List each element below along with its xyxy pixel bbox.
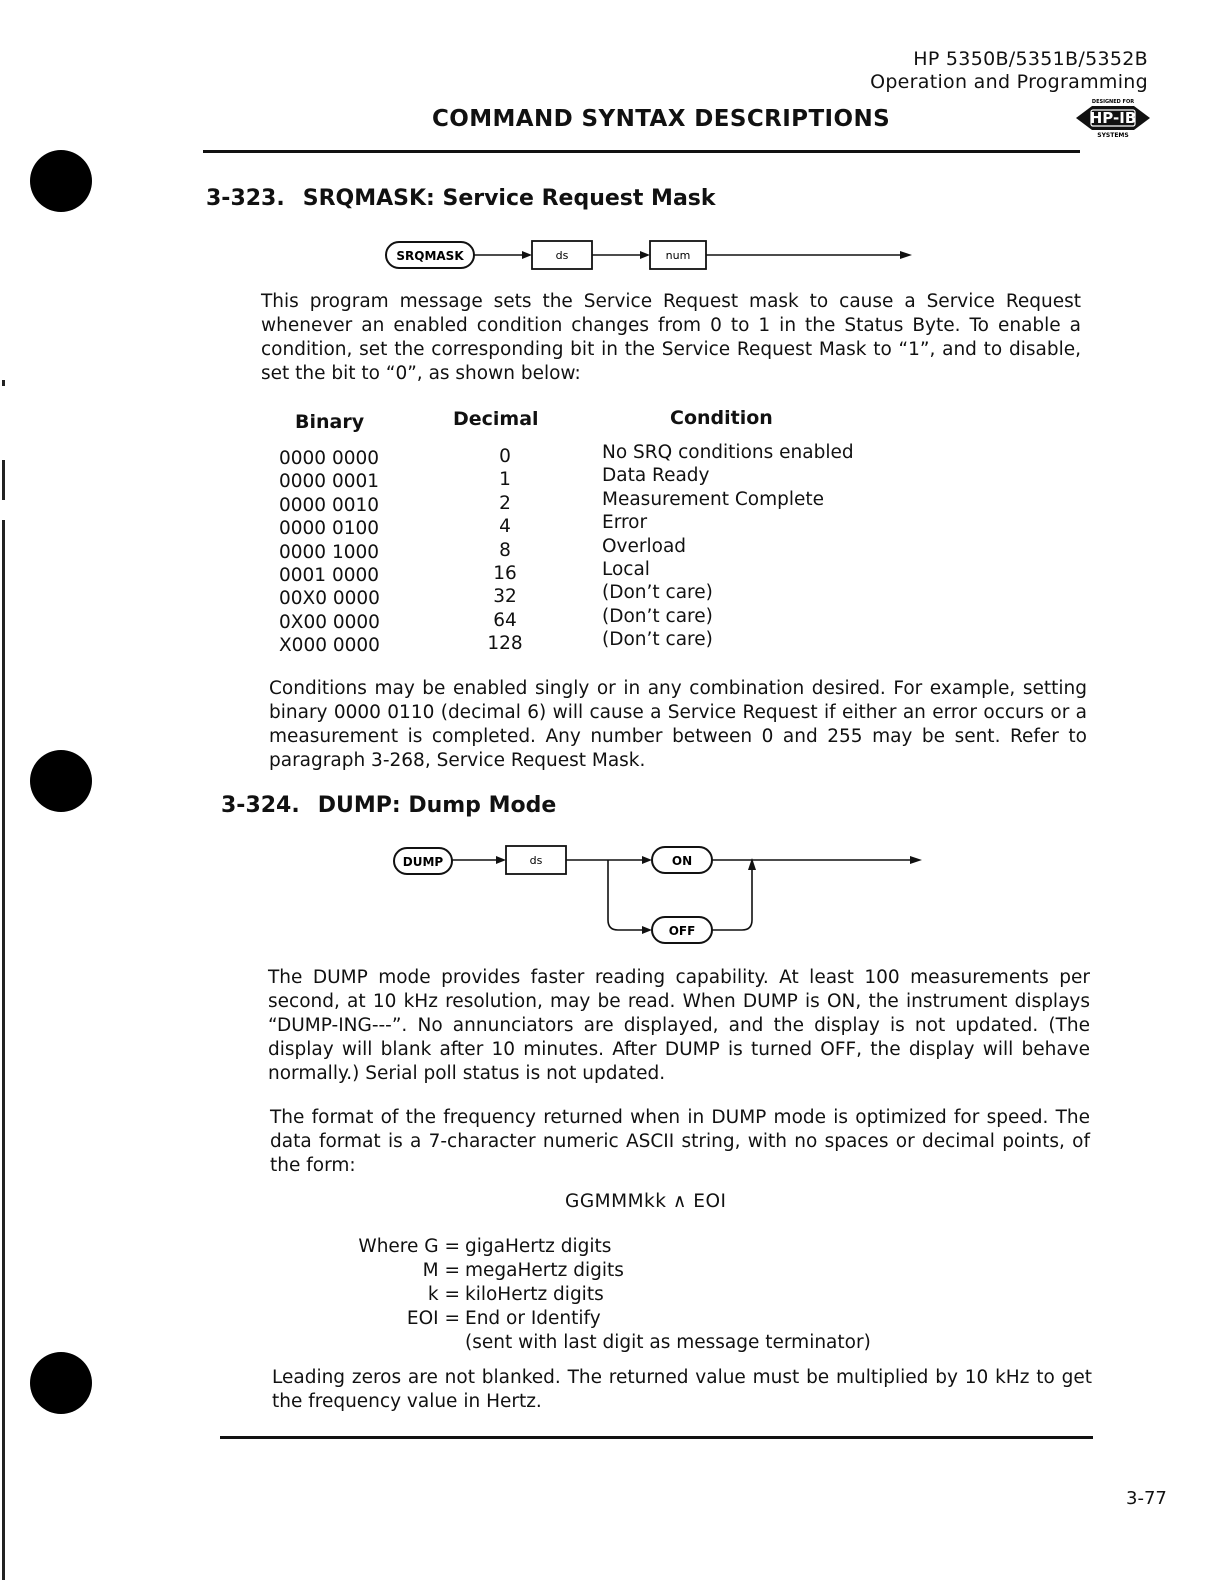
edge-mark xyxy=(2,520,5,1580)
decimal-cell: 4 xyxy=(499,516,511,538)
binary-cell: 0000 0001 xyxy=(279,471,380,493)
section-number: 3-323. xyxy=(206,186,285,211)
decimal-cell: 64 xyxy=(493,609,517,631)
decimal-cell: 16 xyxy=(493,562,517,584)
logo-top-text: DESIGNED FOR xyxy=(1091,99,1135,105)
decimal-cell: 32 xyxy=(493,586,517,608)
where-definition: megaHertz digits xyxy=(465,1260,624,1281)
decimal-column xyxy=(460,445,550,656)
condition-cell: Error xyxy=(602,512,648,534)
dump-on-option: ON xyxy=(671,854,693,868)
decimal-cell: 2 xyxy=(499,492,511,514)
binary-cell: X000 0000 xyxy=(279,635,380,657)
condition-cell: Measurement Complete xyxy=(602,488,825,510)
binary-column xyxy=(279,447,399,658)
edge-mark xyxy=(2,460,5,500)
where-definition: kiloHertz digits xyxy=(465,1284,604,1305)
decimal-cell: 0 xyxy=(499,446,511,467)
condition-cell: (Don’t care) xyxy=(602,605,713,627)
dump-format-formula: GGMMMkk ∧ EOI xyxy=(565,1191,727,1212)
decimal-cell: 8 xyxy=(499,539,511,561)
section-number: 3-324. xyxy=(221,793,300,818)
condition-cell: Overload xyxy=(602,535,687,557)
binary-cell: 0X00 0000 xyxy=(279,611,380,633)
where-term: EOI = xyxy=(406,1308,460,1329)
dump-syntax-diagram xyxy=(390,840,930,948)
where-rhs xyxy=(465,1235,905,1355)
srqmask-num-box: num xyxy=(665,249,691,262)
where-definition: End or Identify xyxy=(465,1308,601,1329)
dump-keyword: DUMP xyxy=(402,855,444,869)
srqmask-keyword: SRQMASK xyxy=(396,249,464,263)
section-heading-srqmask xyxy=(206,186,716,211)
section-title: SRQMASK: Service Request Mask xyxy=(302,186,716,211)
condition-cell: (Don’t care) xyxy=(602,629,713,651)
dump-paragraph-3: Leading zeros are not blanked. The returned value must be multiplied by 10 kHz to get the frequency value in Hertz. xyxy=(272,1367,1092,1412)
where-term: M = xyxy=(422,1260,460,1281)
col-header-decimal: Decimal xyxy=(453,408,539,430)
footer-rule xyxy=(220,1436,1093,1439)
where-definition: (sent with last digit as message terminator) xyxy=(465,1332,871,1353)
srqmask-ds-box: ds xyxy=(555,249,569,262)
condition-cell: (Don’t care) xyxy=(602,582,713,604)
dump-paragraph-1: The DUMP mode provides faster reading capability. At least 100 measurements per second, at 10 kHz resolution, may be read. When DUMP is ON, the instrument displays “DUMP-ING---”. No annunciators are displayed, and the display is not updated. (The display will blank after 10 minutes. After DUMP is turned OFF, the display will behave normally.) Serial poll status is not updated. xyxy=(268,967,1090,1084)
dump-off-option: OFF xyxy=(668,924,696,938)
col-header-binary: Binary xyxy=(295,411,365,433)
hp-ib-logo xyxy=(1074,98,1152,138)
binary-cell: 0000 0100 xyxy=(279,518,380,540)
dump-ds-box: ds xyxy=(529,854,543,867)
edge-mark xyxy=(2,380,5,386)
logo-bottom-text: SYSTEMS xyxy=(1097,132,1129,138)
srqmask-syntax-diagram xyxy=(380,236,920,274)
condition-cell: Local xyxy=(602,558,650,580)
logo-main-text: HP-IB xyxy=(1089,109,1137,127)
condition-column xyxy=(602,441,902,652)
decimal-cell: 128 xyxy=(487,633,523,655)
page-number: 3-77 xyxy=(1126,1488,1167,1509)
binder-hole-middle xyxy=(30,750,92,812)
condition-cell: Data Ready xyxy=(602,465,710,487)
section-title: DUMP: Dump Mode xyxy=(317,793,557,818)
col-header-condition: Condition xyxy=(670,407,773,429)
binary-cell: 00X0 0000 xyxy=(279,588,380,610)
header-rule xyxy=(203,150,1080,153)
binary-cell: 0000 0010 xyxy=(279,494,380,516)
dump-paragraph-2: The format of the frequency returned when in DUMP mode is optimized for speed. The data format is a 7-character numeric ASCII string, with no spaces or decimal points, of the form: xyxy=(270,1107,1090,1176)
header-model: HP 5350B/5351B/5352B xyxy=(913,48,1148,70)
where-term: k = xyxy=(427,1284,460,1305)
section-heading-dump xyxy=(221,793,556,818)
condition-cell: No SRQ conditions enabled xyxy=(602,442,854,463)
where-definition: gigaHertz digits xyxy=(465,1236,612,1257)
binder-hole-top xyxy=(30,150,92,212)
where-lhs xyxy=(300,1235,460,1331)
decimal-cell: 1 xyxy=(499,469,511,491)
binder-hole-bottom xyxy=(30,1352,92,1414)
binary-cell: 0000 1000 xyxy=(279,541,380,563)
where-term: Where G = xyxy=(358,1236,460,1257)
binary-cell: 0001 0000 xyxy=(279,564,380,586)
page-title: COMMAND SYNTAX DESCRIPTIONS xyxy=(432,106,891,132)
binary-cell: 0000 0000 xyxy=(279,448,380,469)
srqmask-intro: This program message sets the Service Request mask to cause a Service Request whenever an enabled condition changes from 0 to 1 in the Status Byte. To enable a condition, set the corresponding bit in the Service Request Mask to “1”, and to disable, set the bit to “0”, as shown below: xyxy=(261,291,1081,384)
srqmask-conditions-paragraph: Conditions may be enabled singly or in any combination desired. For example, setting binary 0000 0110 (decimal 6) will cause a Service Request if either an error occurs or a measurement is completed. Any number between 0 and 255 may be sent. Refer to paragraph 3-268, Service Request Mask. xyxy=(269,678,1087,771)
header-subtitle: Operation and Programming xyxy=(870,71,1148,93)
